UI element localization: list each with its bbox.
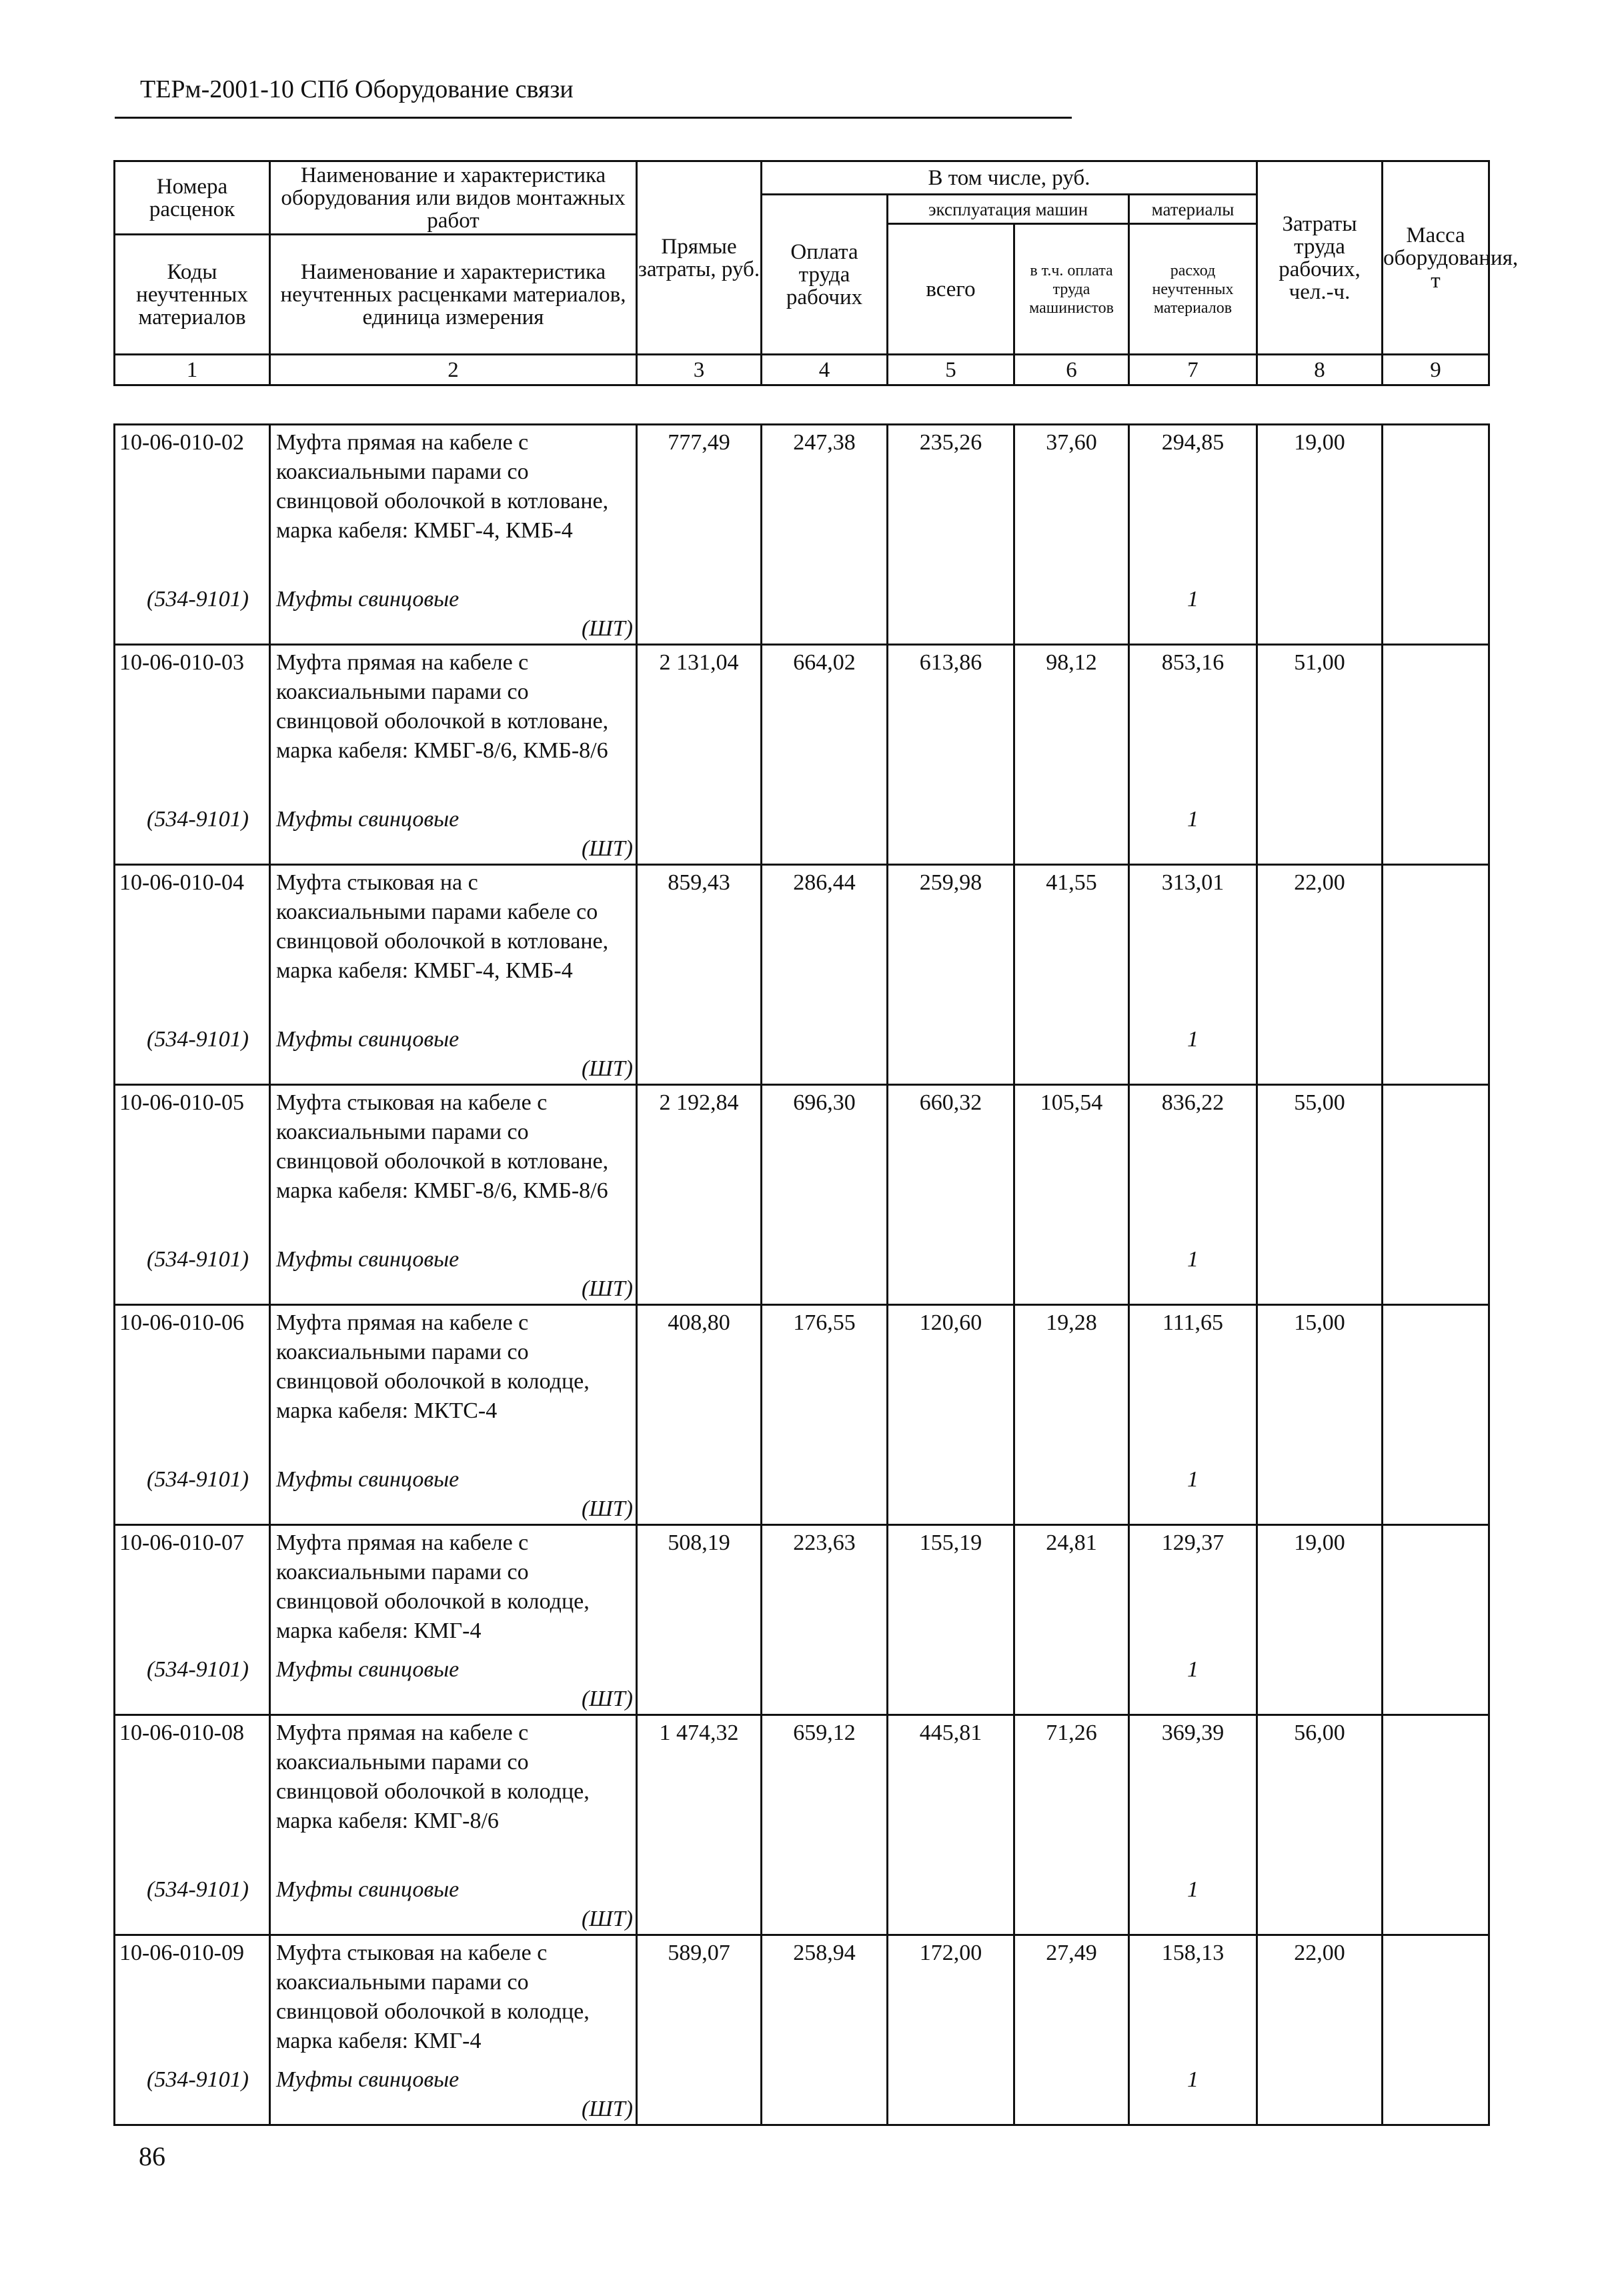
machine-operation: 613,86 (888, 645, 1014, 805)
rate-description: Муфта стыковая на кабеле с коаксиальными парами со свинцовой оболочкой в котловане, марка кабеля: КМБГ-8/6, КМБ-8/6 (270, 1085, 637, 1245)
empty-cell (637, 2065, 762, 2125)
empty-cell (1383, 1025, 1489, 1085)
header-including: В том числе, руб. (762, 161, 1257, 195)
rate-description: Муфта прямая на кабеле с коаксиальными парами со свинцовой оболочкой в колодце, марка кабеля: МКТС-4 (270, 1305, 637, 1465)
empty-cell (762, 1245, 888, 1305)
material-cell (270, 1875, 637, 1935)
machine-operation: 120,60 (888, 1305, 1014, 1465)
direct-costs: 2 192,84 (637, 1085, 762, 1245)
header-col-number: 5 (888, 355, 1014, 385)
empty-cell (762, 1655, 888, 1715)
material-quantity: 1 (1129, 2065, 1257, 2125)
empty-cell (1257, 805, 1383, 865)
header-col-number: 4 (762, 355, 888, 385)
material-name: Муфты свинцовые (276, 1246, 460, 1272)
equipment-mass (1383, 1715, 1489, 1875)
materials-cost: 313,01 (1129, 865, 1257, 1025)
empty-cell (1257, 1025, 1383, 1085)
material-cell (270, 585, 637, 645)
rate-description: Муфта прямая на кабеле с коаксиальными парами со свинцовой оболочкой в котловане, марка кабеля: КМБГ-8/6, КМБ-8/6 (270, 645, 637, 805)
rate-description: Муфта прямая на кабеле с коаксиальными парами со свинцовой оболочкой в колодце, марка кабеля: КМГ-4 (270, 1525, 637, 1655)
empty-cell (1257, 585, 1383, 645)
worker-pay: 659,12 (762, 1715, 888, 1875)
material-quantity: 1 (1129, 1655, 1257, 1715)
header-machine-operation: эксплуатация машин (888, 195, 1129, 224)
rate-code: 10-06-010-07 (115, 1525, 270, 1655)
materials-cost: 836,22 (1129, 1085, 1257, 1245)
material-row (115, 1025, 1489, 1085)
material-cell (270, 1025, 637, 1085)
material-quantity: 1 (1129, 1245, 1257, 1305)
rate-description: Муфта прямая на кабеле с коаксиальными парами со свинцовой оболочкой в колодце, марка кабеля: КМГ-8/6 (270, 1715, 637, 1875)
direct-costs: 1 474,32 (637, 1715, 762, 1875)
header-worker-pay: Оплата труда рабочих (762, 195, 888, 355)
empty-cell (1014, 1025, 1129, 1085)
direct-costs: 2 131,04 (637, 645, 762, 805)
material-unit: (ШТ) (581, 616, 633, 641)
empty-cell (1014, 1655, 1129, 1715)
material-code: (534-9101) (115, 1875, 270, 1935)
material-cell (270, 2065, 637, 2125)
materials-cost: 853,16 (1129, 645, 1257, 805)
empty-cell (762, 1025, 888, 1085)
material-unit: (ШТ) (581, 1906, 633, 1931)
header-codes-bottom: Коды неучтенных материалов (115, 235, 270, 355)
empty-cell (1383, 1465, 1489, 1525)
operator-pay: 71,26 (1014, 1715, 1129, 1875)
equipment-mass (1383, 865, 1489, 1025)
empty-cell (1257, 1875, 1383, 1935)
header-col-number: 6 (1014, 355, 1129, 385)
direct-costs: 589,07 (637, 1935, 762, 2065)
rate-description: Муфта стыковая на с коаксиальными парами кабеле со свинцовой оболочкой в котловане, марка кабеля: КМБГ-4, КМБ-4 (270, 865, 637, 1025)
empty-cell (1257, 1245, 1383, 1305)
empty-cell (888, 585, 1014, 645)
materials-cost: 129,37 (1129, 1525, 1257, 1655)
material-unit: (ШТ) (581, 1276, 633, 1301)
empty-cell (1383, 585, 1489, 645)
material-unit: (ШТ) (581, 836, 633, 861)
material-row (115, 1465, 1489, 1525)
equipment-mass (1383, 425, 1489, 585)
rate-code: 10-06-010-05 (115, 1085, 270, 1245)
worker-pay: 176,55 (762, 1305, 888, 1465)
material-code: (534-9101) (115, 585, 270, 645)
material-row (115, 585, 1489, 645)
rates-table (113, 423, 1490, 2126)
header-col-number: 8 (1257, 355, 1383, 385)
equipment-mass (1383, 645, 1489, 805)
header-labor-hours: Затраты труда рабочих, чел.-ч. (1257, 161, 1383, 355)
equipment-mass (1383, 1935, 1489, 2065)
machine-operation: 155,19 (888, 1525, 1014, 1655)
empty-cell (1257, 2065, 1383, 2125)
table-row (115, 425, 1489, 585)
material-code: (534-9101) (115, 805, 270, 865)
page-header: ТЕРм-2001-10 СПб Оборудование связи (140, 75, 574, 103)
material-code: (534-9101) (115, 1025, 270, 1085)
empty-cell (888, 2065, 1014, 2125)
labor-hours: 19,00 (1257, 425, 1383, 585)
material-unit: (ШТ) (581, 1056, 633, 1081)
worker-pay: 247,38 (762, 425, 888, 585)
equipment-mass (1383, 1085, 1489, 1245)
header-col-number: 7 (1129, 355, 1257, 385)
header-name-bottom: Наименование и характеристика неучтенных расценками материалов, единица измерения (270, 235, 637, 355)
empty-cell (888, 1245, 1014, 1305)
header-name-top: Наименование и характеристика оборудования или видов монтажных работ (270, 161, 637, 235)
header-materials: материалы (1129, 195, 1257, 224)
empty-cell (637, 1465, 762, 1525)
material-cell (270, 1245, 637, 1305)
machine-operation: 235,26 (888, 425, 1014, 585)
empty-cell (888, 1655, 1014, 1715)
material-quantity: 1 (1129, 585, 1257, 645)
material-name: Муфты свинцовые (276, 1877, 460, 1902)
table-row (115, 1085, 1489, 1245)
material-quantity: 1 (1129, 805, 1257, 865)
empty-cell (1383, 1245, 1489, 1305)
operator-pay: 41,55 (1014, 865, 1129, 1025)
materials-cost: 294,85 (1129, 425, 1257, 585)
labor-hours: 51,00 (1257, 645, 1383, 805)
material-cell (270, 805, 637, 865)
material-quantity: 1 (1129, 1465, 1257, 1525)
rate-code: 10-06-010-02 (115, 425, 270, 585)
empty-cell (1014, 1245, 1129, 1305)
direct-costs: 777,49 (637, 425, 762, 585)
header-rule (115, 117, 1072, 119)
empty-cell (888, 1465, 1014, 1525)
equipment-mass (1383, 1525, 1489, 1655)
direct-costs: 508,19 (637, 1525, 762, 1655)
empty-cell (1257, 1465, 1383, 1525)
rate-code: 10-06-010-09 (115, 1935, 270, 2065)
header-machines-total: всего (888, 224, 1014, 355)
table-header (113, 160, 1519, 386)
machine-operation: 172,00 (888, 1935, 1014, 2065)
empty-cell (762, 1875, 888, 1935)
labor-hours: 55,00 (1257, 1085, 1383, 1245)
material-quantity: 1 (1129, 1875, 1257, 1935)
empty-cell (637, 1875, 762, 1935)
labor-hours: 19,00 (1257, 1525, 1383, 1655)
material-code: (534-9101) (115, 1655, 270, 1715)
worker-pay: 223,63 (762, 1525, 888, 1655)
empty-cell (888, 1025, 1014, 1085)
material-unit: (ШТ) (581, 2096, 633, 2121)
materials-cost: 111,65 (1129, 1305, 1257, 1465)
material-unit: (ШТ) (581, 1496, 633, 1521)
operator-pay: 98,12 (1014, 645, 1129, 805)
material-name: Муфты свинцовые (276, 1656, 460, 1682)
empty-cell (1014, 1465, 1129, 1525)
header-col-number: 2 (270, 355, 637, 385)
direct-costs: 408,80 (637, 1305, 762, 1465)
empty-cell (637, 1655, 762, 1715)
labor-hours: 56,00 (1257, 1715, 1383, 1875)
material-row (115, 2065, 1489, 2125)
material-row (115, 805, 1489, 865)
machine-operation: 445,81 (888, 1715, 1014, 1875)
labor-hours: 22,00 (1257, 865, 1383, 1025)
rate-code: 10-06-010-06 (115, 1305, 270, 1465)
materials-cost: 158,13 (1129, 1935, 1257, 2065)
worker-pay: 696,30 (762, 1085, 888, 1245)
rate-description: Муфта стыковая на кабеле с коаксиальными парами со свинцовой оболочкой в колодце, марка кабеля: КМГ-4 (270, 1935, 637, 2065)
material-cell (270, 1465, 637, 1525)
rate-code: 10-06-010-04 (115, 865, 270, 1025)
empty-cell (637, 1245, 762, 1305)
labor-hours: 15,00 (1257, 1305, 1383, 1465)
machine-operation: 259,98 (888, 865, 1014, 1025)
material-cell (270, 1655, 637, 1715)
empty-cell (762, 2065, 888, 2125)
page-number: 86 (139, 2141, 165, 2171)
operator-pay: 27,49 (1014, 1935, 1129, 2065)
material-code: (534-9101) (115, 1245, 270, 1305)
material-name: Муфты свинцовые (276, 1026, 460, 1052)
material-quantity: 1 (1129, 1025, 1257, 1085)
material-code: (534-9101) (115, 1465, 270, 1525)
empty-cell (637, 585, 762, 645)
worker-pay: 664,02 (762, 645, 888, 805)
empty-cell (762, 585, 888, 645)
header-col-number: 9 (1383, 355, 1489, 385)
operator-pay: 19,28 (1014, 1305, 1129, 1465)
worker-pay: 258,94 (762, 1935, 888, 2065)
empty-cell (1383, 805, 1489, 865)
empty-cell (1014, 805, 1129, 865)
header-direct-costs: Прямые затраты, руб. (637, 161, 762, 355)
labor-hours: 22,00 (1257, 1935, 1383, 2065)
table-row (115, 1935, 1489, 2065)
operator-pay: 105,54 (1014, 1085, 1129, 1245)
header-mass: Масса оборудования, т (1383, 161, 1489, 355)
header-col-number: 3 (637, 355, 762, 385)
table-row (115, 1715, 1489, 1875)
material-name: Муфты свинцовые (276, 806, 460, 832)
empty-cell (888, 805, 1014, 865)
header-operator-pay: в т.ч. оплата труда машинистов (1014, 224, 1129, 355)
rate-code: 10-06-010-03 (115, 645, 270, 805)
worker-pay: 286,44 (762, 865, 888, 1025)
operator-pay: 24,81 (1014, 1525, 1129, 1655)
operator-pay: 37,60 (1014, 425, 1129, 585)
empty-cell (1383, 2065, 1489, 2125)
empty-cell (1383, 1655, 1489, 1715)
empty-cell (1014, 585, 1129, 645)
header-col-number: 1 (115, 355, 270, 385)
empty-cell (637, 805, 762, 865)
equipment-mass (1383, 1305, 1489, 1465)
empty-cell (637, 1025, 762, 1085)
material-unit: (ШТ) (581, 1686, 633, 1711)
material-name: Муфты свинцовые (276, 1466, 460, 1492)
direct-costs: 859,43 (637, 865, 762, 1025)
material-name: Муфты свинцовые (276, 2067, 460, 2092)
table-row (115, 865, 1489, 1025)
material-row (115, 1245, 1489, 1305)
empty-cell (762, 1465, 888, 1525)
table-row (115, 645, 1489, 805)
table-row (115, 1525, 1489, 1655)
empty-cell (1014, 1875, 1129, 1935)
machine-operation: 660,32 (888, 1085, 1014, 1245)
empty-cell (1257, 1655, 1383, 1715)
rate-code: 10-06-010-08 (115, 1715, 270, 1875)
materials-cost: 369,39 (1129, 1715, 1257, 1875)
empty-cell (1014, 2065, 1129, 2125)
rate-description: Муфта прямая на кабеле с коаксиальными парами со свинцовой оболочкой в котловане, марка кабеля: КМБГ-4, КМБ-4 (270, 425, 637, 585)
header-codes-top: Номера расценок (115, 161, 270, 235)
material-row (115, 1875, 1489, 1935)
material-row (115, 1655, 1489, 1715)
material-name: Муфты свинцовые (276, 586, 460, 612)
table-row (115, 1305, 1489, 1465)
empty-cell (1383, 1875, 1489, 1935)
material-code: (534-9101) (115, 2065, 270, 2125)
empty-cell (888, 1875, 1014, 1935)
header-unaccounted-materials: расход неучтенных материалов (1129, 224, 1257, 355)
empty-cell (762, 805, 888, 865)
